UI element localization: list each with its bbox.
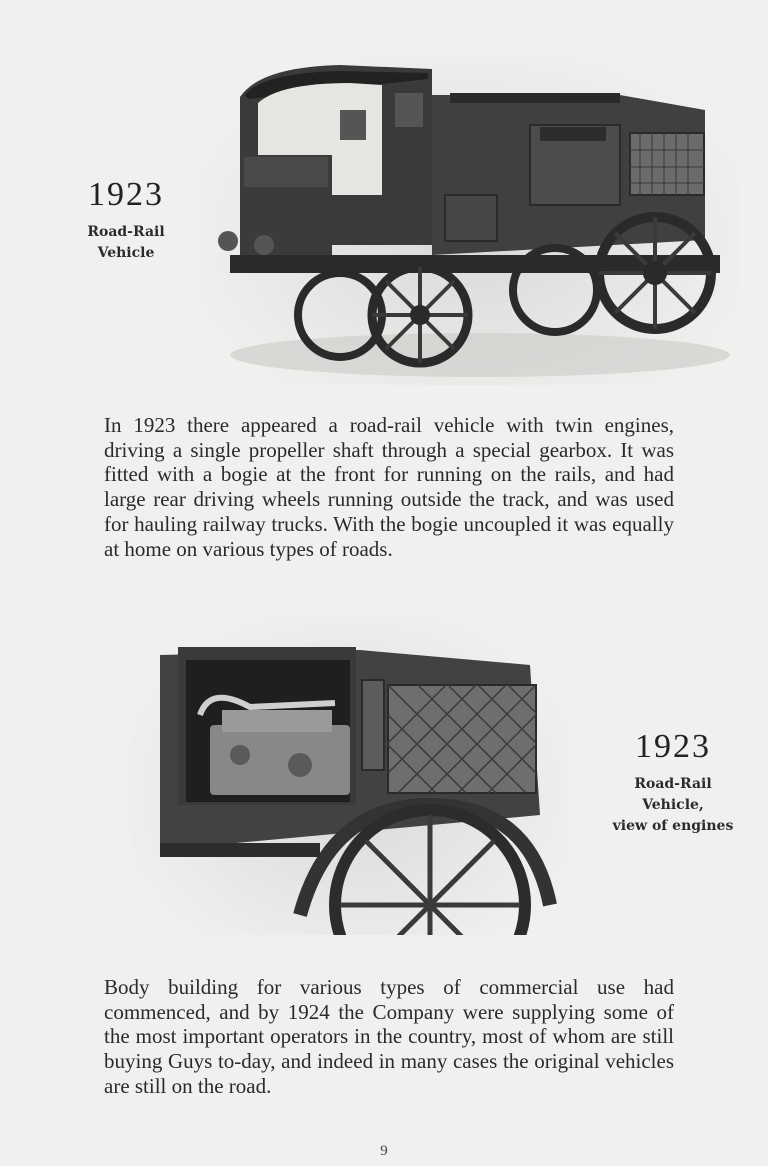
figure-year-2: 1923 [635, 728, 711, 765]
figure-caption-1 [70, 178, 182, 264]
figure-label-1 [70, 222, 182, 264]
photo-vehicle-engines [130, 615, 570, 935]
engine-illustration [130, 615, 570, 935]
figure-year-1: 1923 [88, 176, 164, 213]
body-paragraph-2: Body building for various types of commercial use had commenced, and by 1924 the Company were supplying some of the most important operators in the country, most of whom are still buying Guys to-day, and indeed in many cases the original vehicles are still on the road. [104, 975, 674, 1098]
page-number: 9 [380, 1143, 388, 1159]
figure-label-line: Vehicle, [642, 797, 704, 813]
figure-label-line: Road-Rail [87, 224, 165, 240]
vehicle-illustration [200, 55, 740, 385]
body-paragraph-1: In 1923 there appeared a road-rail vehicle with twin engines, driving a single propeller shaft through a special gearbox. It was fitted with a bogie at the front for running on the rails, and had large rear driving wheels running outside the track, and was used for hauling railway trucks. With the bogie uncoupled it was equally at home on various types of roads. [104, 413, 674, 561]
figure-label-line: Road-Rail [634, 776, 712, 792]
figure-label-line: Vehicle [97, 245, 155, 261]
photo-road-rail-vehicle [200, 55, 740, 385]
figure-caption-2 [606, 730, 740, 837]
figure-label-2 [606, 774, 740, 837]
figure-label-line: view of engines [612, 818, 734, 834]
